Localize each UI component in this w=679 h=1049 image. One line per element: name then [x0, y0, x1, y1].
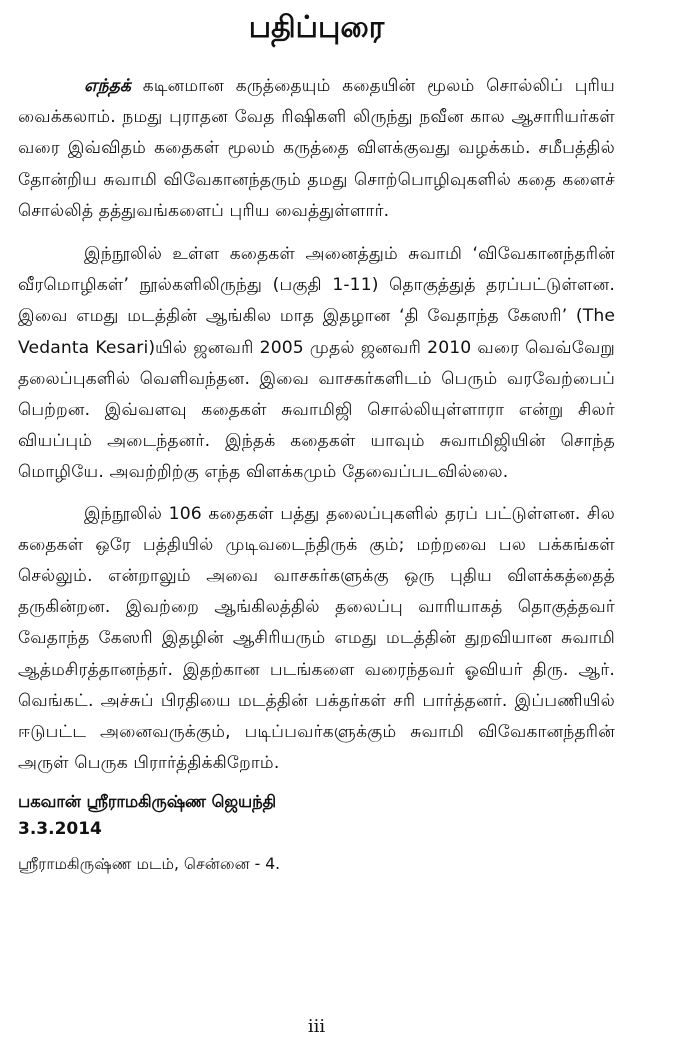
signature-occasion: பகவான் ஸ்ரீராமகிருஷ்ண ஜெயந்தி — [18, 792, 277, 812]
signature-date: 3.3.2014 — [18, 819, 102, 840]
page-number: iii — [307, 1016, 326, 1037]
preface-page — [18, 0, 615, 1049]
paragraph-1-text: கடினமான கருத்தையும் கதையின் மூலம் சொல்லிப் புரிய வைக்கலாம். நமது புராதன வேத ரிஷிகளி லிருந்து நவீன கால ஆசாரியர்கள் வரை இவ்விதம் கதைகள் மூலம் கருத்தை விளக்குவது வழக்கம். சமீபத்தில் தோன்றிய சுவாமி விவேகானந்தரும் தமது சொற்பொழிவுகளில் கதை களைச் சொல்லித் தத்துவங்களைப் புரிய வைத்துள்ளார். — [18, 76, 615, 221]
signature-place: ஸ்ரீராமகிருஷ்ண மடம், சென்னை - 4. — [18, 855, 281, 874]
page-title: பதிப்புரை — [248, 10, 385, 45]
paragraph-2: இந்நூலில் உள்ள கதைகள் அனைத்தும் சுவாமி ‘விவேகானந்தரின் வீரமொழிகள்’ நூல்களிலிருந்து (பகுதி 1-11) தொகுத்துத் தரப்பட்டுள்ளன. இவை எமது மடத்தின் ஆங்கில மாத இதழான ‘தி வேதாந்த கேஸரி’ (The Vedanta Kesari)யில் ஜனவரி 2005 முதல் ஜனவரி 2010 வரை வெவ்வேறு தலைப்புகளில் வெளிவந்தன. இவை வாசகர்களிடம் பெரும் வரவேற்பைப் பெற்றன. இவ்வளவு கதைகள் சுவாமிஜி சொல்லியுள்ளாரா என்று சிலர் வியப்பும் அடைந்தனர். இந்தக் கதைகள் யாவும் சுவாமிஜியின் சொந்த மொழியே. அவற்றிற்கு எந்த விளக்கமும் தேவைப்படவில்லை. — [18, 244, 615, 483]
signature-block — [18, 789, 615, 877]
lead-word: எந்தக் — [84, 76, 132, 96]
paragraph-1 — [18, 71, 615, 227]
paragraph-3: இந்நூலில் 106 கதைகள் பத்து தலைப்புகளில் தரப் பட்டுள்ளன. சில கதைகள் ஒரே பத்தியில் முடிவடைந்திருக் கும்; மற்றவை பல பக்கங்கள் செல்லும். என்றாலும் அவை வாசகர்களுக்கு ஒரு புதிய விளக்கத்தைத் தருகின்றன. இவற்றை ஆங்கிலத்தில் தலைப்பு வாரியாகத் தொகுத்தவர் வேதாந்த கேஸரி இதழின் ஆசிரியரும் எமது மடத்தின் துறவியான சுவாமி ஆத்மசிரத்தானந்தர். இதற்கான படங்களை வரைந்தவர் ஓவியர் திரு. ஆர். வெங்கட். அச்சுப் பிரதியை மடத்தின் பக்தர்கள் சரி பார்த்தனர். இப்பணியில் ஈடுபட்ட அனைவருக்கும், படிப்பவர்களுக்கும் சுவாமி விவேகானந்தரின் அருள் பெருக பிரார்த்திக்கிறோம். — [18, 503, 615, 774]
